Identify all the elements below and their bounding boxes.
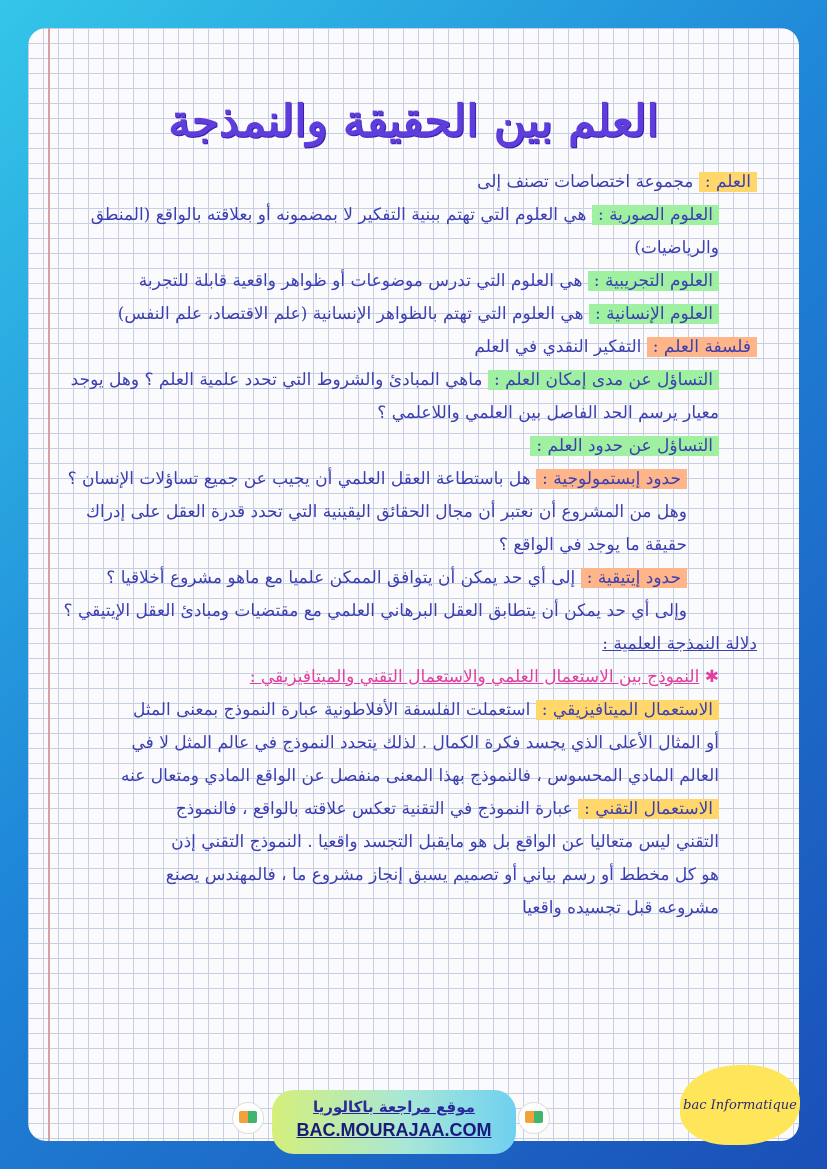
- philo-label: فلسفة العلم :: [647, 337, 757, 357]
- tech-def-1: عبارة النموذج في التقنية تعكس علاقته بالواقع ، فالنموذج: [175, 799, 573, 819]
- model-line: [68, 628, 757, 661]
- tech-line-2: [68, 826, 757, 859]
- book-icon: [525, 1111, 543, 1123]
- meta-line: [68, 694, 757, 727]
- exp-line: [68, 265, 757, 298]
- model-sub-line: [68, 661, 757, 694]
- meta-def-2: أو المثال الأعلى الذي يجسد فكرة الكمال . لذلك يتحدد النموذج في عالم المثل لا في: [131, 733, 719, 753]
- site-banner[interactable]: [272, 1090, 516, 1154]
- q2-line: [68, 430, 757, 463]
- meta-line-2: [68, 727, 757, 760]
- human-line: [68, 298, 757, 331]
- left-logo-icon: [232, 1102, 264, 1134]
- science-line: [68, 166, 757, 199]
- human-def: هي العلوم التي تهتم بالظواهر الإنسانية (علم الاقتصاد، علم النفس): [117, 304, 584, 324]
- philo-def: التفكير النقدي في العلم: [474, 337, 642, 357]
- bac-informatique-badge: [680, 1065, 800, 1145]
- ethic-line-2: [63, 595, 757, 628]
- exp-label: العلوم التجريبية :: [588, 271, 719, 291]
- model-label: دلالة النمذجة العلمية :: [602, 634, 757, 654]
- tech-label: الاستعمال التقني :: [578, 799, 719, 819]
- book-icon: [239, 1111, 257, 1123]
- epist-line-3: [68, 529, 757, 562]
- site-url[interactable]: BAC.MOURAJAA.COM: [296, 1120, 492, 1140]
- human-label: العلوم الإنسانية :: [589, 304, 719, 324]
- q1-line-2: [68, 397, 757, 430]
- star-icon: ✱: [699, 667, 719, 687]
- badge-text: bac Informatique: [683, 1097, 797, 1113]
- right-logo-icon: [518, 1102, 550, 1134]
- science-label: العلم :: [699, 172, 757, 192]
- notebook-page: [28, 28, 799, 1141]
- epist-label: حدود إبستمولوجية :: [536, 469, 687, 489]
- tech-line: [68, 793, 757, 826]
- epist-line-2: [68, 496, 757, 529]
- science-def: مجموعة اختصاصات تصنف إلى: [477, 172, 694, 192]
- q2-label: التساؤل عن حدود العلم :: [530, 436, 719, 456]
- epist-def-1: هل باستطاعة العقل العلمي أن يجيب عن جميع تساؤلات الإنسان ؟: [67, 469, 531, 489]
- formal-line-2: [68, 232, 757, 265]
- tech-line-3: [68, 859, 757, 892]
- epist-line: [68, 463, 757, 496]
- tech-def-2: التقني ليس متعاليا عن الواقع بل هو مايقبل التجسد واقعيا . النموذج التقني إذن: [171, 832, 719, 852]
- ethic-line: [68, 562, 757, 595]
- ethic-label: حدود إيتيقية :: [581, 568, 687, 588]
- margin-line: [48, 28, 50, 1141]
- tech-def-4: مشروعه قبل تجسيده واقعيا: [522, 898, 719, 918]
- q1-def-2: معيار يرسم الحد الفاصل بين العلمي واللاعلمي ؟: [377, 403, 719, 423]
- page-title: العلم بين الحقيقة والنمذجة: [168, 96, 659, 147]
- model-sub: النموذج بين الاستعمال العلمي والاستعمال التقني والميتافيزيقي :: [249, 667, 700, 687]
- meta-label: الاستعمال الميتافيزيقي :: [536, 700, 719, 720]
- tech-line-4: [68, 892, 757, 925]
- q1-def-1: ماهي المبادئ والشروط التي تحدد علمية العلم ؟ وهل يوجد: [70, 370, 483, 390]
- q1-line: [68, 364, 757, 397]
- q1-label: التساؤل عن مدى إمكان العلم :: [488, 370, 719, 390]
- notes-content: [63, 158, 757, 925]
- formal-def-2: والرياضيات): [634, 238, 719, 258]
- formal-label: العلوم الصورية :: [592, 205, 719, 225]
- meta-line-3: [68, 760, 757, 793]
- ethic-def-2: وإلى أي حد يمكن أن يتطابق العقل البرهاني العلمي مع مقتضيات ومبادئ العقل الإيتيقي ؟: [63, 601, 687, 621]
- formal-def-1: هي العلوم التي تهتم ببنية التفكير لا بمضمونه أو بعلاقته بالواقع (المنطق: [90, 205, 587, 225]
- philo-line: [68, 331, 757, 364]
- ethic-def-1: إلى أي حد يمكن أن يتوافق الممكن علميا مع ماهو مشروع أخلاقيا ؟: [106, 568, 576, 588]
- exp-def: هي العلوم التي تدرس موضوعات أو ظواهر واقعية قابلة للتجربة: [138, 271, 583, 291]
- site-name-arabic[interactable]: موقع مراجعة باكالوريا: [313, 1098, 475, 1116]
- epist-def-2: وهل من المشروع أن نعتبر أن مجال الحقائق اليقينية التي تحدد قدرة العقل على إدراك: [85, 502, 687, 522]
- tech-def-3: هو كل مخطط أو رسم بياني أو تصميم يسبق إنجاز مشروع ما ، فالمهندس يصنع: [165, 865, 719, 885]
- formal-line: [68, 199, 757, 232]
- meta-def-1: استعملت الفلسفة الأفلاطونية عبارة النموذج بمعنى المثل: [132, 700, 531, 720]
- epist-def-3: حقيقة ما يوجد في الواقع ؟: [498, 535, 687, 555]
- meta-def-3: العالم المادي المحسوس ، فالنموذج بهذا المعنى منفصل عن الواقع المادي ومتعال عنه: [121, 766, 719, 786]
